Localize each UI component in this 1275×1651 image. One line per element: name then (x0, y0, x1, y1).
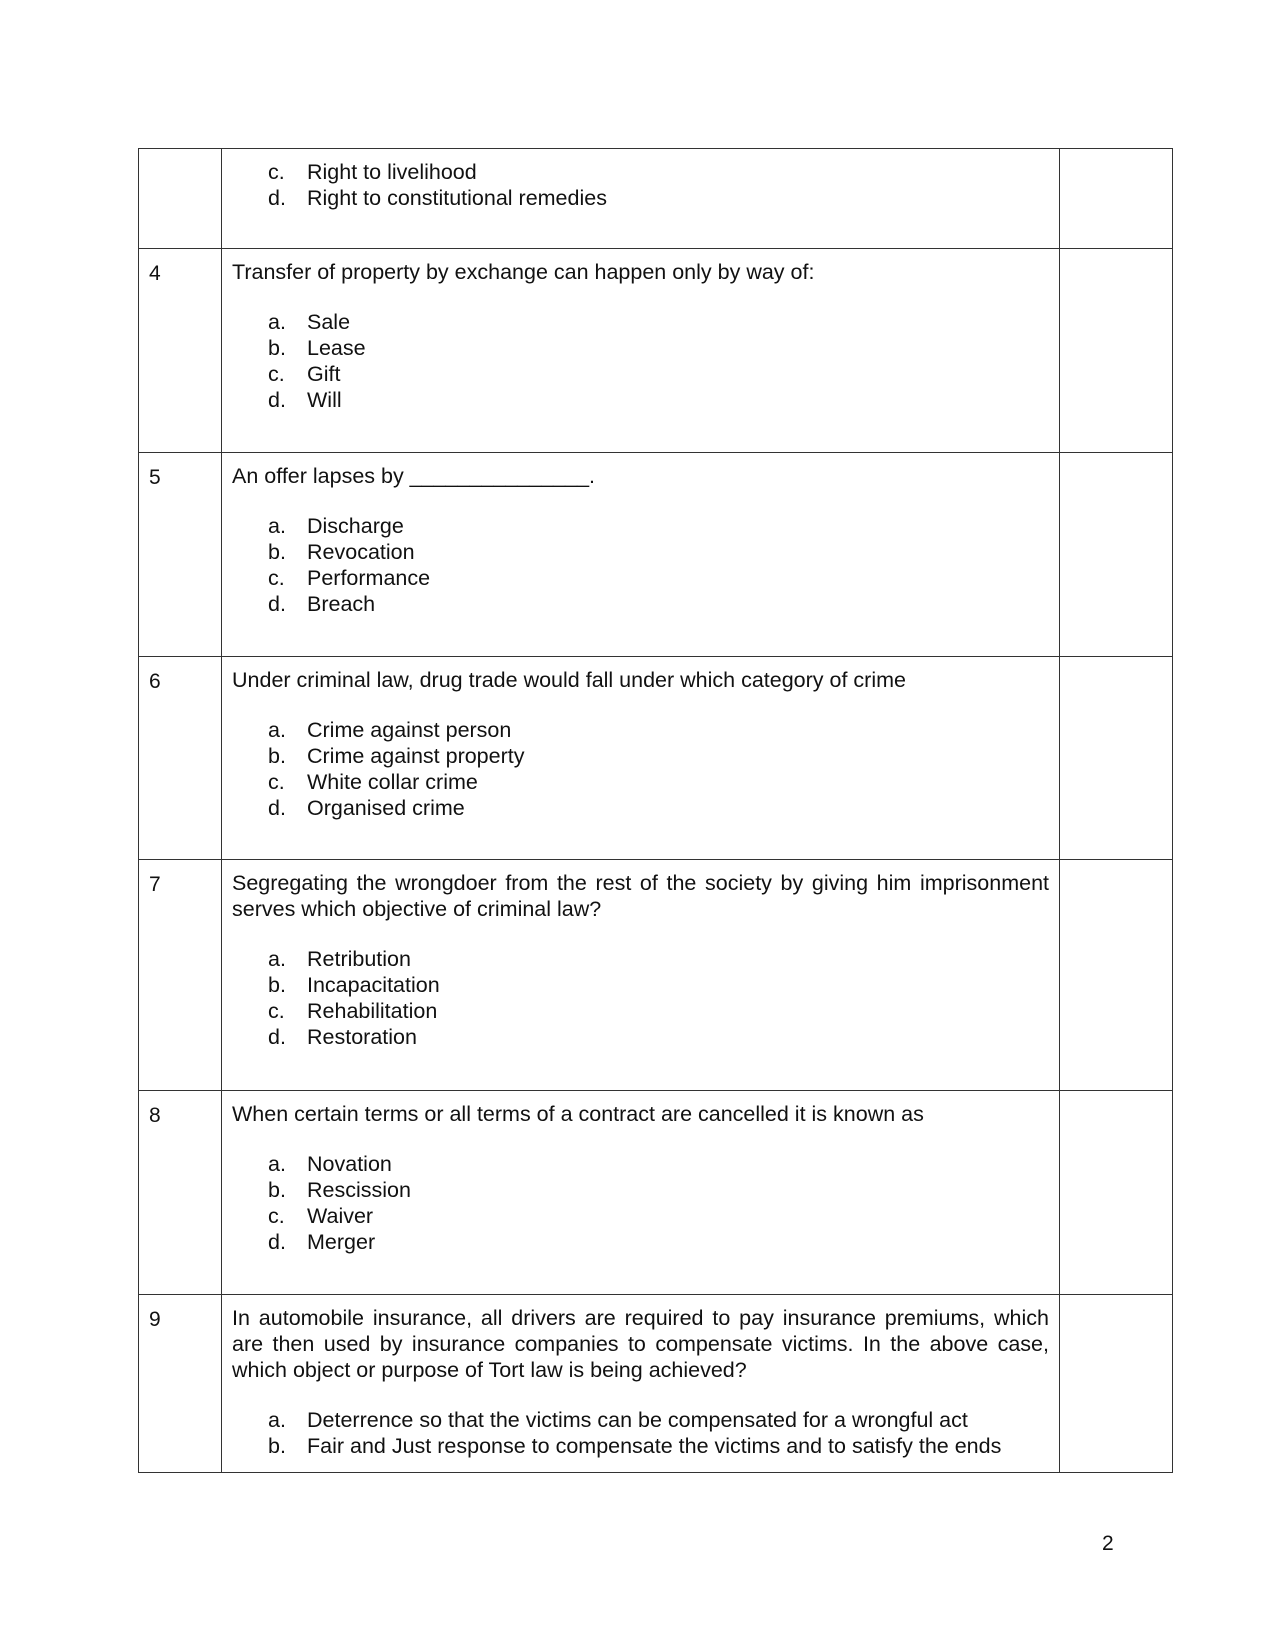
option-letter: c. (268, 160, 285, 184)
marks-cell (1060, 657, 1173, 860)
question-number: 9 (139, 1295, 222, 1473)
question-body (222, 860, 1060, 1091)
option-letter: b. (268, 336, 286, 360)
option-text: Incapacitation (307, 973, 440, 997)
option-letter: d. (268, 1230, 286, 1254)
option-letter: a. (268, 310, 286, 334)
question-row (139, 149, 1173, 249)
option-letter: c. (268, 566, 285, 590)
option-text: Crime against person (307, 718, 512, 742)
option-letter: d. (268, 186, 286, 210)
option-c (268, 769, 1049, 795)
question-table (138, 148, 1173, 1473)
question-number: 4 (139, 249, 222, 453)
option-letter: b. (268, 973, 286, 997)
option-text: Rescission (307, 1178, 411, 1202)
option-letter: a. (268, 514, 286, 538)
question-row (139, 860, 1173, 1091)
option-text: Novation (307, 1152, 392, 1176)
question-body (222, 1091, 1060, 1295)
option-text: Merger (307, 1230, 376, 1254)
option-text: White collar crime (307, 770, 478, 794)
option-letter: c. (268, 362, 285, 386)
option-d (268, 1229, 1049, 1255)
question-body (222, 1295, 1060, 1473)
option-list (232, 1407, 1049, 1459)
question-number: 7 (139, 860, 222, 1091)
option-text: Lease (307, 336, 366, 360)
option-text: Performance (307, 566, 431, 590)
option-text: Fair and Just response to compensate the victims and to satisfy the ends (307, 1434, 1002, 1458)
question-body (222, 249, 1060, 453)
marks-cell (1060, 1295, 1173, 1473)
option-letter: b. (268, 540, 286, 564)
option-b (268, 335, 1049, 361)
option-a (268, 717, 1049, 743)
option-text: Revocation (307, 540, 415, 564)
option-list (232, 309, 1049, 413)
question-rows (139, 149, 1173, 1473)
option-letter: b. (268, 1178, 286, 1202)
option-a (268, 1151, 1049, 1177)
marks-cell (1060, 149, 1173, 249)
option-text: Organised crime (307, 796, 465, 820)
option-b (268, 1433, 1049, 1459)
option-a (268, 946, 1049, 972)
question-body (222, 453, 1060, 657)
option-letter: b. (268, 1434, 286, 1458)
option-text: Crime against property (307, 744, 525, 768)
question-text: An offer lapses by _______________. (232, 464, 596, 488)
option-letter: c. (268, 770, 285, 794)
option-letter: d. (268, 1025, 286, 1049)
page-number: 2 (1102, 1532, 1114, 1555)
option-letter: a. (268, 718, 286, 742)
option-d (268, 795, 1049, 821)
option-text: Sale (307, 310, 351, 334)
option-text: Breach (307, 592, 376, 616)
question-text: Under criminal law, drug trade would fall under which category of crime (232, 668, 906, 692)
option-text: Retribution (307, 947, 411, 971)
question-row (139, 453, 1173, 657)
option-c (268, 1203, 1049, 1229)
option-list (232, 513, 1049, 617)
option-letter: b. (268, 744, 286, 768)
option-c (268, 565, 1049, 591)
option-a (268, 1407, 1049, 1433)
question-body (222, 657, 1060, 860)
option-b (268, 972, 1049, 998)
question-text: Transfer of property by exchange can happen only by way of: (232, 260, 815, 284)
option-text: Deterrence so that the victims can be compensated for a wrongful act (307, 1408, 968, 1432)
question-text: In automobile insurance, all drivers are required to pay insurance premiums, which are then used by insurance companies to compensate victims. In the above case, which object or purpose of Tort law is being achieved? (232, 1306, 1049, 1382)
option-text: Restoration (307, 1025, 417, 1049)
option-a (268, 309, 1049, 335)
option-b (268, 539, 1049, 565)
option-letter: c. (268, 1204, 285, 1228)
option-c (268, 361, 1049, 387)
question-row (139, 657, 1173, 860)
option-c (268, 998, 1049, 1024)
option-list (232, 159, 1049, 211)
option-letter: d. (268, 796, 286, 820)
option-list (232, 946, 1049, 1050)
option-text: Waiver (307, 1204, 374, 1228)
question-number (139, 149, 222, 249)
option-letter: c. (268, 999, 285, 1023)
option-text: Discharge (307, 514, 404, 538)
option-text: Will (307, 388, 342, 412)
option-list (232, 1151, 1049, 1255)
option-list (232, 717, 1049, 821)
question-number: 5 (139, 453, 222, 657)
marks-cell (1060, 860, 1173, 1091)
option-text: Gift (307, 362, 341, 386)
option-a (268, 513, 1049, 539)
option-d (268, 591, 1049, 617)
question-row (139, 1091, 1173, 1295)
option-letter: a. (268, 947, 286, 971)
option-text: Rehabilitation (307, 999, 438, 1023)
question-number: 6 (139, 657, 222, 860)
option-letter: d. (268, 592, 286, 616)
option-c (268, 159, 1049, 185)
option-d (268, 387, 1049, 413)
option-letter: a. (268, 1408, 286, 1432)
marks-cell (1060, 453, 1173, 657)
question-text: When certain terms or all terms of a contract are cancelled it is known as (232, 1102, 924, 1126)
option-b (268, 1177, 1049, 1203)
option-letter: a. (268, 1152, 286, 1176)
question-text: Segregating the wrongdoer from the rest of the society by giving him imprisonment serves which objective of criminal law? (232, 871, 1049, 921)
option-d (268, 185, 1049, 211)
marks-cell (1060, 249, 1173, 453)
question-row (139, 1295, 1173, 1473)
option-letter: d. (268, 388, 286, 412)
marks-cell (1060, 1091, 1173, 1295)
option-b (268, 743, 1049, 769)
question-row (139, 249, 1173, 453)
option-d (268, 1024, 1049, 1050)
question-body (222, 149, 1060, 249)
question-number: 8 (139, 1091, 222, 1295)
option-text: Right to livelihood (307, 160, 477, 184)
option-text: Right to constitutional remedies (307, 186, 607, 210)
